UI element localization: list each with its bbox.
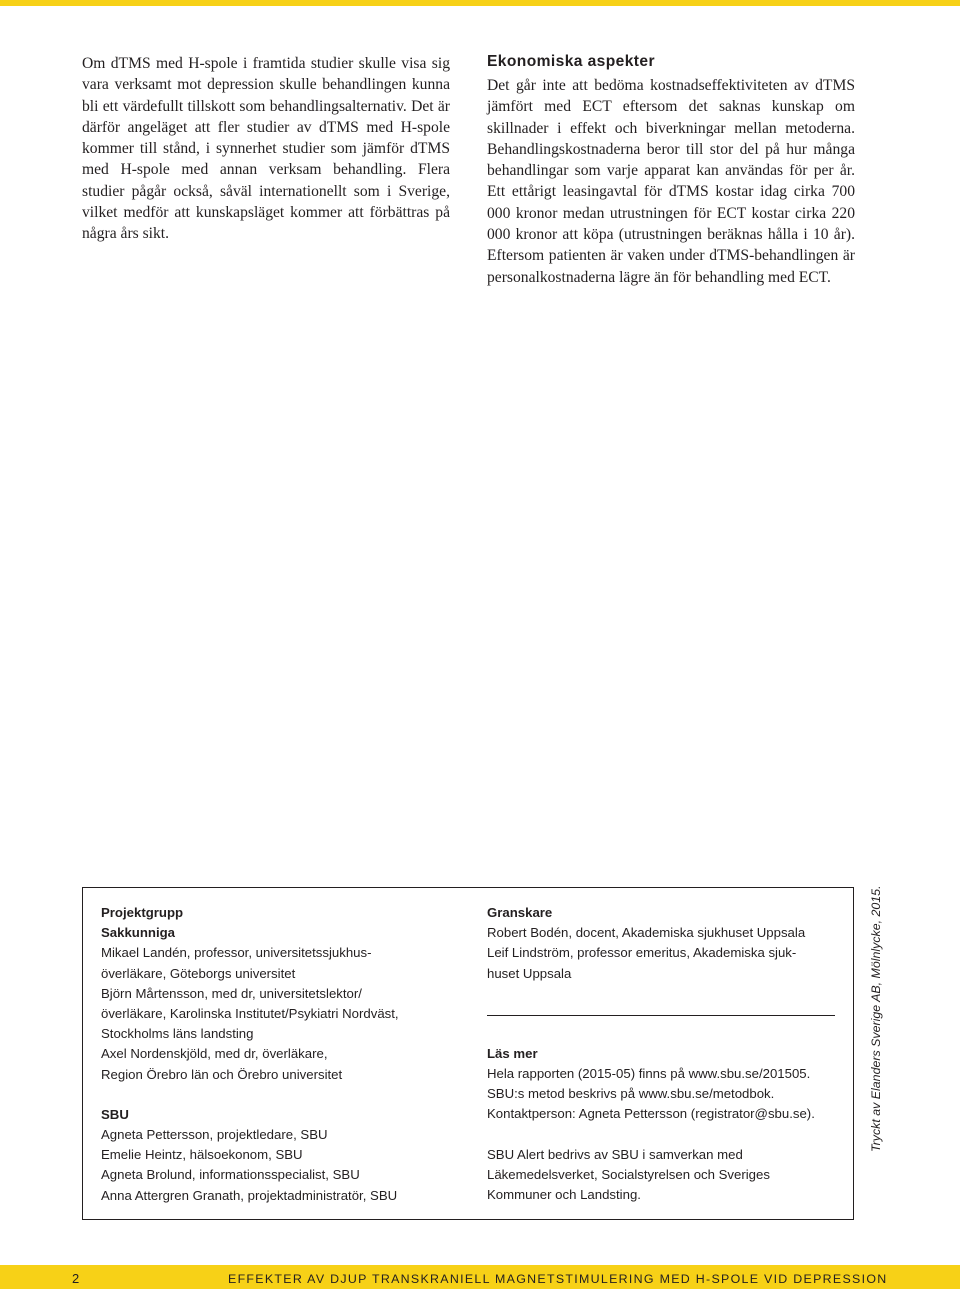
expert-line: Region Örebro län och Örebro universitet bbox=[101, 1066, 343, 1082]
sbu-staff-line: Agneta Brolund, informationsspecialist, SBU bbox=[101, 1167, 360, 1183]
alert-line: SBU Alert bedrivs av SBU i samverkan med bbox=[487, 1146, 743, 1162]
print-note-text: Tryckt av Elanders Sverige AB, Mölnlycke, 2015. bbox=[869, 885, 883, 1152]
right-text-column bbox=[487, 52, 855, 288]
reviewer-line: Leif Lindström, professor emeritus, Akademiska sjuk- bbox=[487, 945, 797, 961]
section-heading: Ekonomiska aspekter bbox=[487, 53, 655, 70]
expert-line: överläkare, Göteborgs universitet bbox=[101, 965, 296, 981]
sbu-staff-line: Emelie Heintz, hälsoekonom, SBU bbox=[101, 1147, 303, 1163]
las-mer-heading: Läs mer bbox=[487, 1045, 538, 1061]
sbu-heading: SBU bbox=[101, 1106, 129, 1122]
body-paragraph: Det går inte att bedöma kostnadseffektiviteten av dTMS jämfört med ECT eftersom det saknas kunskap om skillnader i effekt och biverkningar mellan metoderna. Behandlingskostnaderna beror till stor del på hur många behandlingar som varje apparat kan användas för per år. Ett ettårigt leasingavtal för dTMS kostar idag cirka 700 000 kronor medan utrustningen för ECT kostar cirka 220 000 kronor att köpa (utrustningen beräknas hålla i 10 år). Eftersom patienten är vaken under dTMS-behandlingen är personalkostnaderna lägre än för behandling med ECT. bbox=[487, 77, 855, 286]
read-more-line: Hela rapporten (2015-05) finns på www.sbu.se/201505. bbox=[487, 1066, 811, 1082]
running-title: EFFEKTER AV DJUP TRANSKRANIELL MAGNETSTIMULERING MED H-SPOLE VID DEPRESSION bbox=[228, 1272, 888, 1286]
sakkunniga-heading: Sakkunniga bbox=[101, 925, 176, 941]
expert-line: Stockholms läns landsting bbox=[101, 1026, 254, 1042]
sbu-staff-line: Anna Attergren Granath, projektadministratör, SBU bbox=[101, 1187, 398, 1203]
reviewers-column bbox=[487, 903, 847, 1205]
expert-line: Björn Mårtensson, med dr, universitetslektor/ bbox=[101, 985, 362, 1001]
granskare-heading: Granskare bbox=[487, 905, 553, 920]
reviewer-line: huset Uppsala bbox=[487, 965, 572, 981]
divider bbox=[487, 1015, 835, 1016]
page-number: 2 bbox=[72, 1271, 80, 1286]
alert-line: Läkemedelsverket, Socialstyrelsen och Sveriges bbox=[487, 1166, 770, 1182]
left-text-column bbox=[82, 53, 450, 245]
projektgrupp-heading: Projektgrupp bbox=[101, 905, 184, 920]
reviewer-line: Robert Bodén, docent, Akademiska sjukhuset Uppsala bbox=[487, 925, 806, 941]
expert-line: Axel Nordenskjöld, med dr, överläkare, bbox=[101, 1046, 328, 1062]
top-accent-bar bbox=[0, 0, 960, 6]
sbu-staff-line: Agneta Pettersson, projektledare, SBU bbox=[101, 1127, 328, 1143]
read-more-line: SBU:s metod beskrivs på www.sbu.se/metodbok. bbox=[487, 1086, 775, 1102]
alert-line: Kommuner och Landsting. bbox=[487, 1187, 641, 1203]
project-group-column bbox=[101, 903, 461, 1206]
expert-line: Mikael Landén, professor, universitetssjukhus- bbox=[101, 945, 372, 961]
project-info-box bbox=[82, 887, 854, 1220]
print-note bbox=[866, 887, 886, 1152]
expert-line: överläkare, Karolinska Institutet/Psykiatri Nordväst, bbox=[101, 1006, 399, 1022]
body-paragraph: Om dTMS med H-spole i framtida studier skulle visa sig vara verksamt mot depression skulle behandlingen kunna bli ett värdefullt tillskott som behandlingsalternativ. Det är därför angeläget att fler studier av dTMS med H-spole kommer till stånd, i synnerhet studier som jämför dTMS med H-spole med annan verksam behandling. Flera studier pågår också, såväl internationellt som i Sverige, vilket medför att kunskapsläget kommer att förbättras på några års sikt. bbox=[82, 55, 450, 243]
read-more-line: Kontaktperson: Agneta Pettersson (registrator@sbu.se). bbox=[487, 1106, 815, 1122]
